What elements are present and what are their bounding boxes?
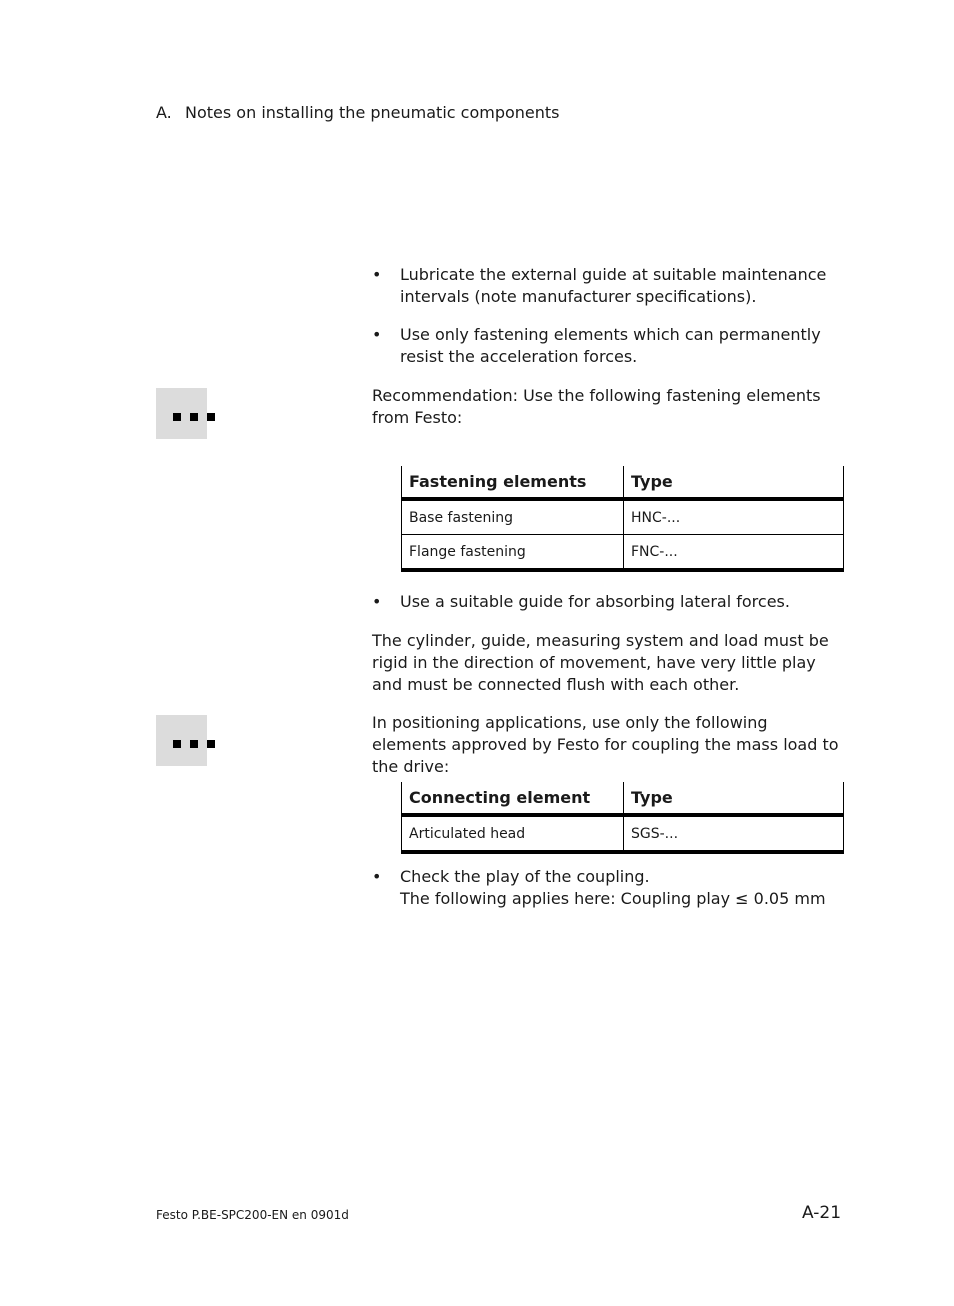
bullet-subtext: The following applies here: Coupling play ≤ 0.05 mm: [400, 889, 826, 908]
table-header-row: [402, 782, 844, 815]
table-cell: Articulated head: [402, 815, 624, 852]
bullet-dot: •: [372, 265, 382, 284]
bullet-check-play: [372, 866, 844, 910]
bullet-lubricate: [372, 264, 844, 308]
recommendation-text: Recommendation: Use the following fastening elements from Festo:: [372, 386, 821, 427]
table-cell: Flange fastening: [402, 535, 624, 571]
fastening-table: [401, 466, 844, 572]
note-square-icon: [190, 740, 198, 748]
bullet-dot: •: [372, 325, 382, 344]
table-header-type: Type: [624, 782, 844, 815]
chapter-title: Notes on installing the pneumatic components: [185, 103, 560, 122]
table-cell: Base fastening: [402, 499, 624, 535]
note-square-icon: [173, 413, 181, 421]
rigid-paragraph: The cylinder, guide, measuring system and load must be rigid in the direction of movement, have very little play and must be connected flush with each other.: [372, 631, 829, 694]
footer-document-id: Festo P.BE-SPC200-EN en 0901d: [156, 1208, 349, 1222]
table-cell: SGS-...: [624, 815, 844, 852]
table-header-row: [402, 466, 844, 499]
table-cell: FNC-...: [624, 535, 844, 571]
bullet-dot: •: [372, 867, 382, 886]
table-header-type: Type: [624, 466, 844, 499]
note-square-icon: [173, 740, 181, 748]
bullet-lateral: [372, 591, 844, 613]
note-square-icon: [207, 413, 215, 421]
chapter-header: [156, 102, 560, 124]
note-square-icon: [207, 740, 215, 748]
bullet-text: Lubricate the external guide at suitable maintenance intervals (note manufacturer specifications).: [400, 265, 827, 306]
note-icon: [156, 715, 207, 766]
table-row: [402, 535, 844, 571]
bullet-text: Use only fastening elements which can permanently resist the acceleration forces.: [400, 325, 821, 366]
table-header-fastening: Fastening elements: [402, 466, 624, 499]
table-row: [402, 499, 844, 535]
table-row: [402, 815, 844, 852]
footer-page-number: A-21: [802, 1203, 842, 1223]
table-header-connecting: Connecting element: [402, 782, 624, 815]
note-square-icon: [190, 413, 198, 421]
note-icon: [156, 388, 207, 439]
connecting-table: [401, 782, 844, 854]
bullet-fastening: [372, 324, 844, 368]
bullet-text: Check the play of the coupling.: [400, 867, 650, 886]
table-cell: HNC-...: [624, 499, 844, 535]
chapter-number: A.: [156, 103, 172, 122]
bullet-text: Use a suitable guide for absorbing lateral forces.: [400, 592, 790, 611]
bullet-dot: •: [372, 592, 382, 611]
positioning-text: In positioning applications, use only the following elements approved by Festo for coupling the mass load to the drive:: [372, 713, 839, 776]
